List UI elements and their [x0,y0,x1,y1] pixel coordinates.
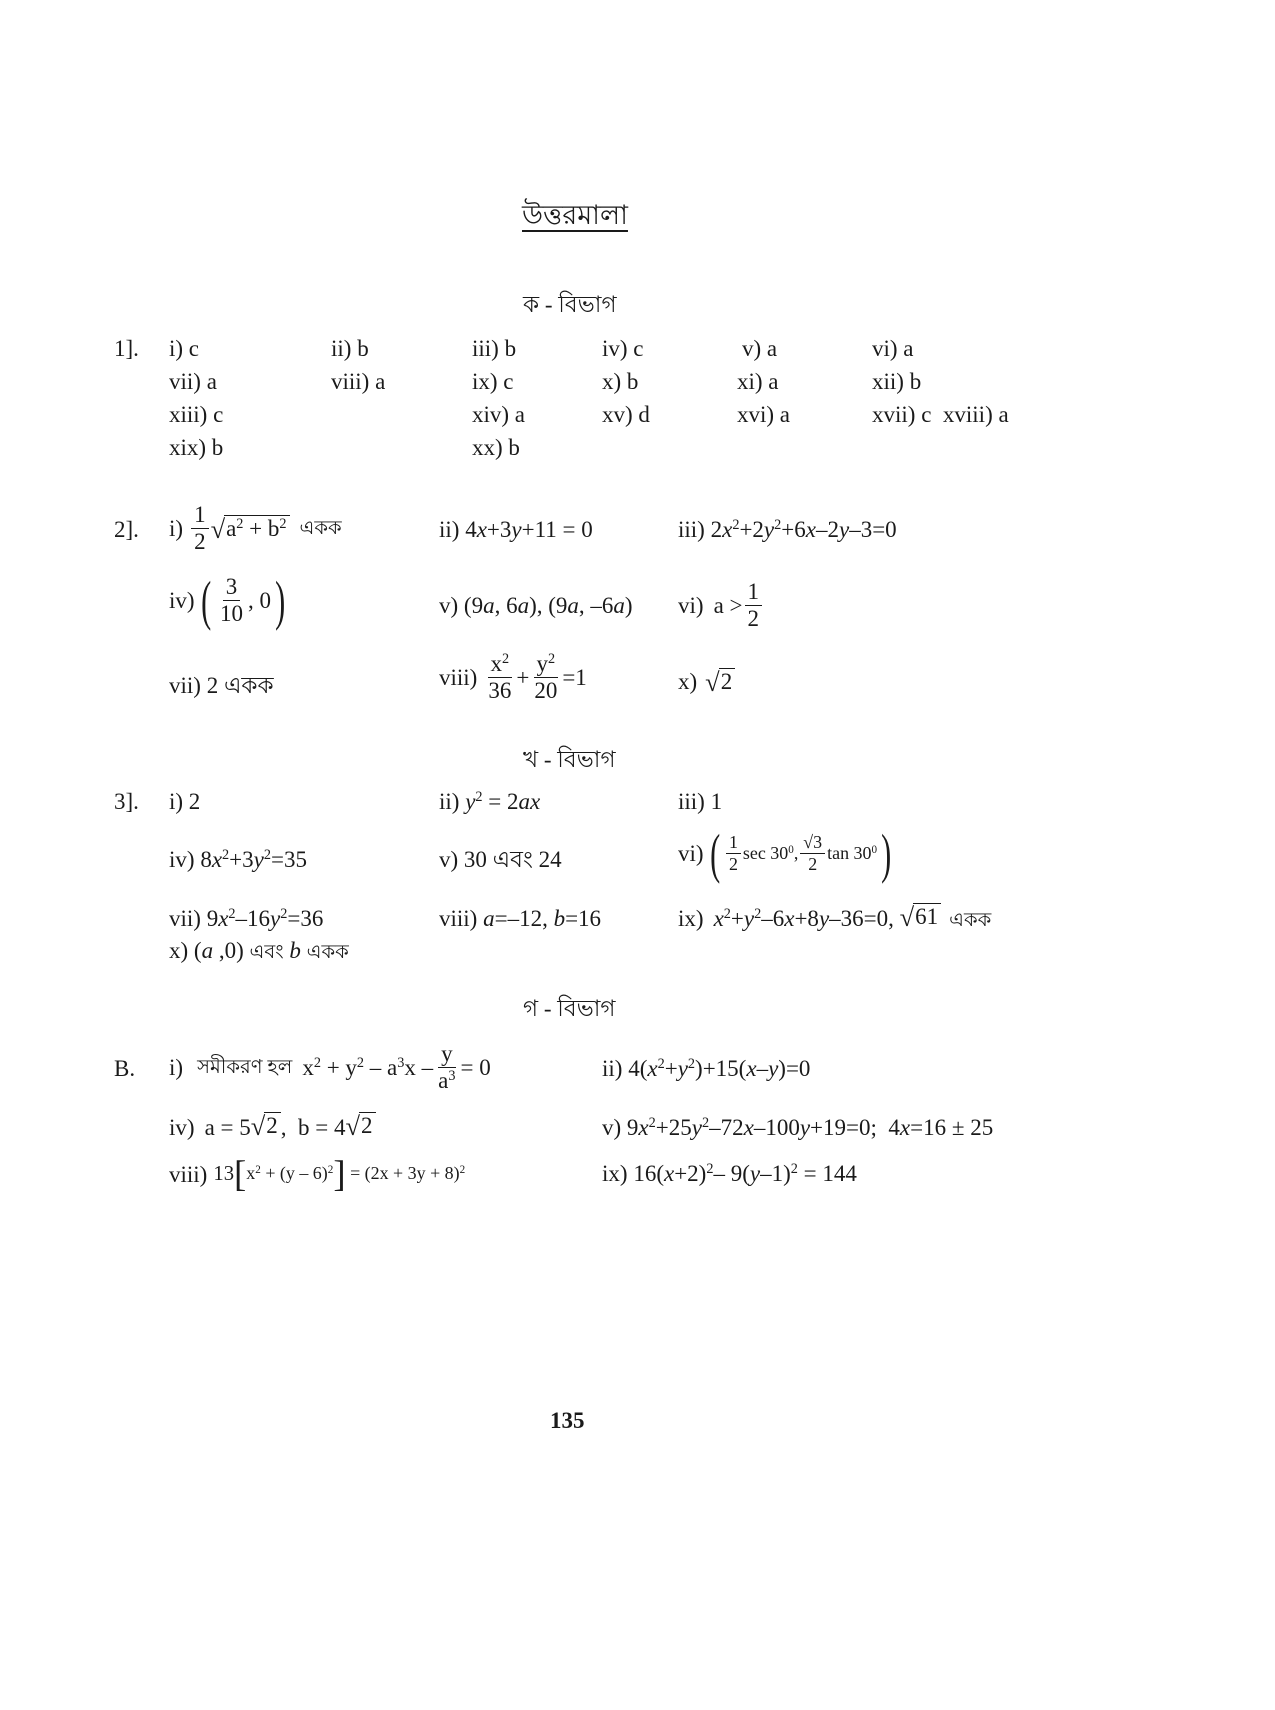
item-label: x) [678,669,698,695]
q3-answer-ii: ii) $y^2 = 2ax$ [439,789,541,814]
question-number-b: B. [114,1056,136,1081]
fraction: $\frac{y}{a^3}$ [438,1041,456,1094]
qb-answer-v: v) $9x^2+25y^2-72x-100y+19=0$; 4x=16 ± 25 [602,1115,994,1140]
q3-answer-x: x) (a ,0) এবং b একক [169,938,349,963]
q3-answer-vii: vii) $9x^2-16y^2=36$ [169,906,324,931]
item-label: vii) [169,906,201,931]
q2-answer-vii: vii) 2 একক [169,673,274,698]
square-root: √ $a^2 + b^2$ [211,515,290,542]
item-label: iii) [678,517,705,542]
unit-label: একক [949,909,992,931]
item-label: i) [169,1055,184,1081]
answer-item: x) b [602,369,639,394]
answer-item: iii) b [472,336,517,361]
question-number-3: 3]. [114,789,139,814]
square-root: √ 2 [251,1112,281,1139]
q3-answer-iv: iv) $8x^2+3y^2=35$ [169,847,307,872]
q2-answer-i [169,503,342,554]
item-label: ix) [602,1161,628,1186]
answer-item: xiii) c [169,402,224,427]
square-root: √ 61 [900,903,942,930]
q2-answer-viii: viii) $\frac{x^2}{36}$ + $\frac{y^2}{20}$ =1 [439,651,587,704]
q2-answer-ii: ii) 4x+3y+11 = 0 [439,517,593,542]
item-label: v) [602,1115,622,1140]
answer-item: vii) a [169,369,217,394]
section-heading-ka: ক - বিভাগ [523,292,617,317]
item-label: iv) [169,588,195,614]
answer-item: xx) b [472,435,520,460]
page-number: 135 [550,1408,585,1433]
item-label: i) [169,516,184,542]
answer-item: xii) b [872,369,922,394]
section-heading-kha: খ - বিভাগ [523,747,616,772]
answer-item: xiv) a [472,402,526,427]
square-root: √ 2 [346,1112,376,1139]
item-label: iv) [169,847,195,872]
q3-answer-iii: iii) 1 [678,789,723,814]
q3-answer-viii: viii) a=–12, b=16 [439,906,602,931]
section-heading-ga: গ - বিভাগ [523,996,616,1021]
fraction: $\frac{1}{2}$ [726,833,741,874]
qb-answer-iv: iv) a = 5 √ 2 , b = 4 √ 2 [169,1112,376,1139]
answer-item: iv) c [602,336,644,361]
answer-item: xv) d [602,402,650,427]
item-label: ii) [439,789,460,814]
fraction: $\frac{x^2}{36}$ [488,651,512,704]
item-label: x) [169,938,189,963]
item-label: ix) [678,906,704,932]
answer-item: xi) a [737,369,779,394]
q3-answer-vi: vi) ( $\frac{1}{2}$ $\sec 30^0$, $\frac{√3}{2}$ $\tan 30^0$ ) [678,823,892,884]
answer-item: vi) a [872,336,914,361]
answer-item: xvi) a [737,402,791,427]
answer-item: i) c [169,336,200,361]
q2-answer-v: v) (9a, 6a), (9a, –6a) [439,593,633,618]
q2-answer-vi: vi) a > $\frac{1}{2}$ [678,580,764,631]
answer-item: v) a [742,336,778,361]
qb-answer-ii: ii) $4(x^2+y^2)+15(x-y)=0$ [602,1056,811,1081]
item-label: vi) [678,841,704,867]
fraction: $\frac{1}{2}$ [191,503,209,554]
item-label: iv) [169,1115,195,1141]
qb-answer-ix: ix) $16(x+2)^2-$ $9(y-1)^2 = 144$ [602,1161,857,1186]
qb-answer-i: i) সমীকরণ হল $x^2 + y^2 - a^3x$ – $\frac{y}{a^3}$ = 0 [169,1041,491,1094]
answer-item: ix) c [472,369,514,394]
q2-answer-x [678,668,735,695]
q2-answer-iv: iv) ( $\frac{3}{10}$ , 0 ) [169,570,286,631]
fraction: $\frac{√3}{2}$ [800,833,825,874]
q3-answer-i: i) 2 [169,789,201,814]
item-label: vi) [678,593,704,619]
item-label: viii) [169,1161,208,1187]
item-label: viii) [439,906,478,931]
q3-answer-ix: ix) $x^2+y^2-6x+8y-36=0$, √ 61 একক [678,901,992,932]
answer-item: xvii) c xviii) a [872,402,1009,427]
answer-item: viii) a [331,369,386,394]
item-label: viii) [439,665,478,691]
fraction: $\frac{3}{10}$ [219,573,243,627]
square-root: √ 2 [705,668,735,695]
q2-answer-iii: iii) $2x^2+2y^2+6x-2y-3=0$ [678,517,897,542]
qb-answer-viii: viii) 13 [ $x^2 + (y - 6)^2$ ] = $(2x + 3y + 8)^2$ [169,1153,466,1194]
unit-label: একক [299,517,342,539]
fraction: $\frac{1}{2}$ [745,580,763,631]
fraction: $\frac{y^2}{20}$ [534,651,558,704]
item-label: ii) [602,1056,623,1081]
page-title: উত্তরমালা [522,200,628,230]
answer-item: ii) b [331,336,369,361]
question-number-1: 1]. [114,336,139,361]
answer-item: xix) b [169,435,224,460]
question-number-2: 2]. [114,517,139,542]
q3-answer-v: v) 30 এবং 24 [439,847,562,872]
